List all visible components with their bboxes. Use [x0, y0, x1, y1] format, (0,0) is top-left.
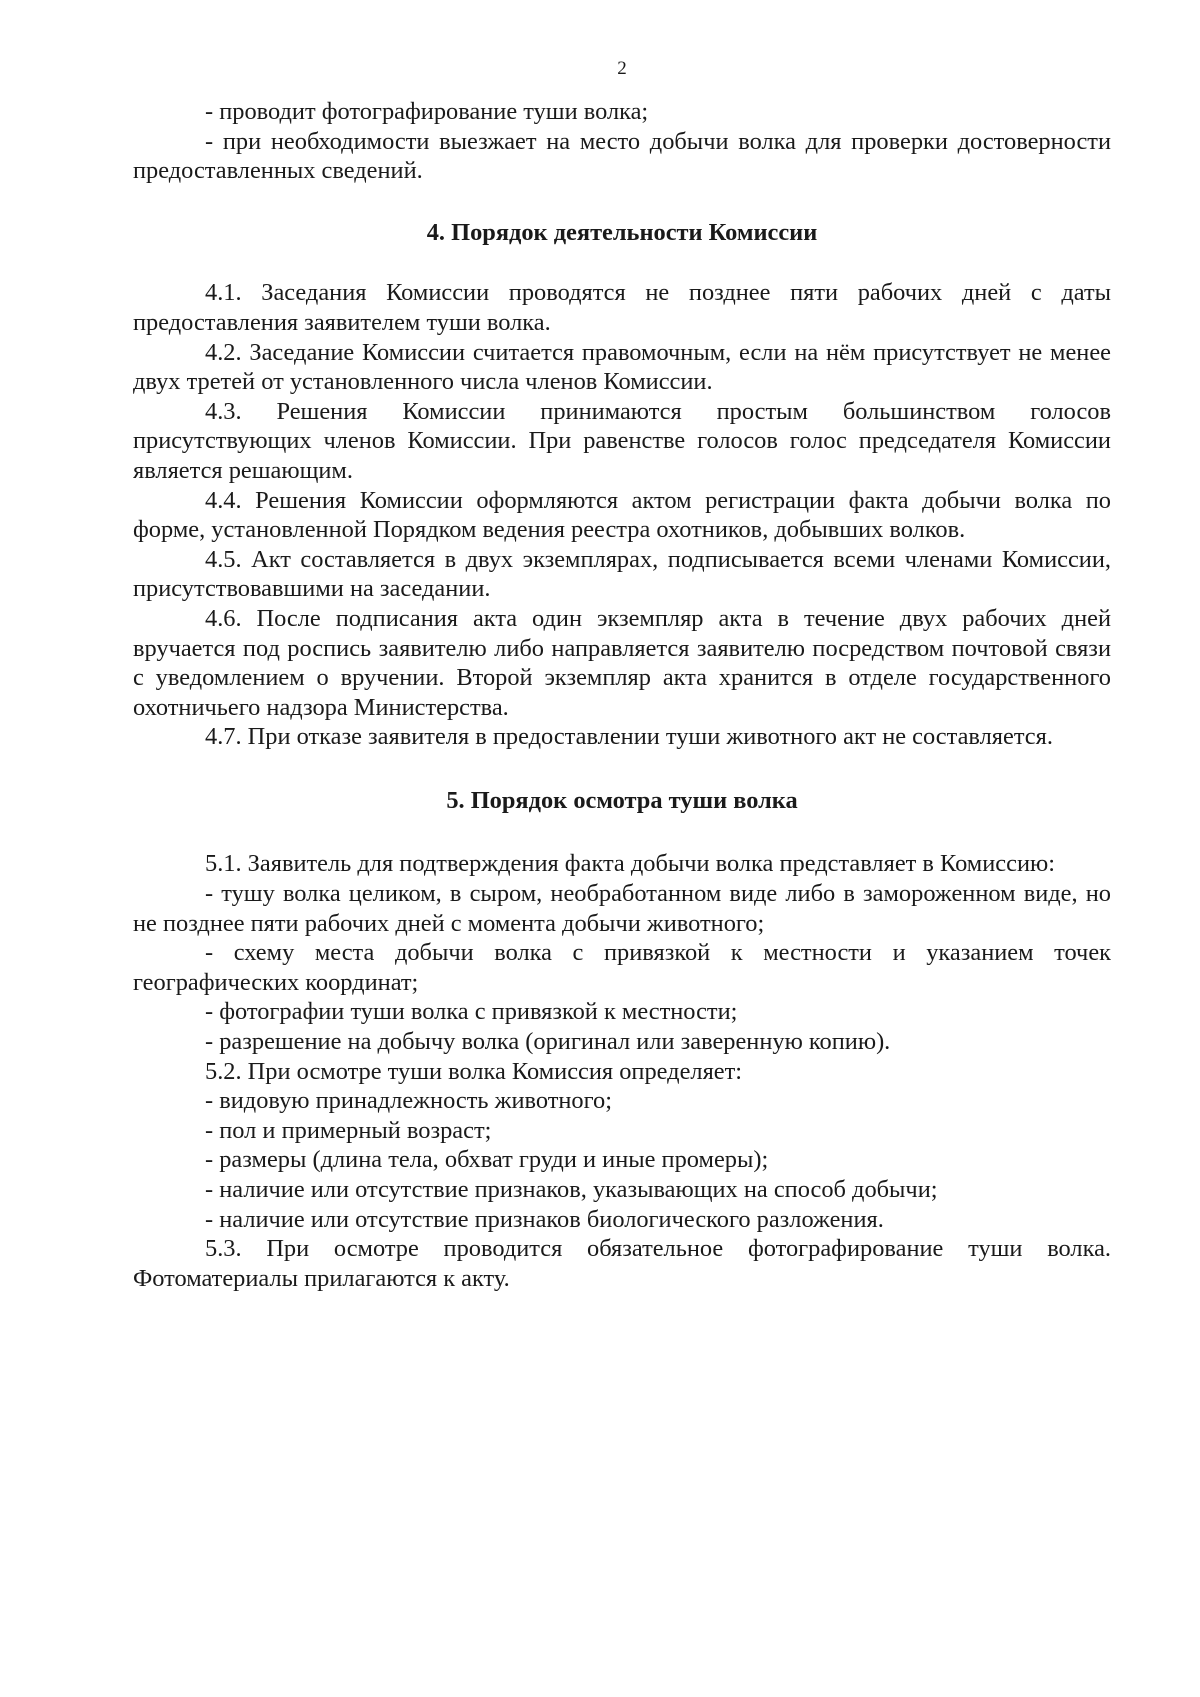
clause-4-3: 4.3. Решения Комиссии принимаются простым большинством голосов присутствующих членов Комиссии. При равенстве голосов голос председателя Комиссии является решающим. [133, 397, 1111, 484]
list-item: - наличие или отсутствие признаков биологического разложения. [205, 1205, 884, 1233]
list-item: - размеры (длина тела, обхват груди и иные промеры); [205, 1146, 769, 1174]
clause-5-2: 5.2. При осмотре туши волка Комиссия определяет: [205, 1057, 743, 1085]
list-item: - разрешение на добычу волка (оригинал или заверенную копию). [205, 1028, 891, 1056]
intro-item: - при необходимости выезжает на место добычи волка для проверки достоверности предоставленных сведений. [133, 127, 1111, 185]
list-item: - видовую принадлежность животного; [205, 1087, 612, 1115]
intro-item: - проводит фотографирование туши волка; [205, 98, 649, 125]
clause-4-7: 4.7. При отказе заявителя в предоставлении туши животного акт не составляется. [205, 723, 1053, 751]
intro-list [133, 97, 1111, 186]
section-4-body [133, 278, 1111, 752]
list-item: - пол и примерный возраст; [205, 1116, 492, 1144]
clause-4-1: 4.1. Заседания Комиссии проводятся не позднее пяти рабочих дней с даты предоставления заявителем туши волка. [133, 279, 1111, 336]
page-number: 2 [617, 58, 627, 79]
section-5-heading: 5. Порядок осмотра туши волка [446, 786, 798, 814]
list-item: - тушу волка целиком, в сыром, необработанном виде либо в замороженном виде, но не позднее пяти рабочих дней с момента добычи животного; [133, 880, 1111, 937]
clause-4-6: 4.6. После подписания акта один экземпляр акта в течение двух рабочих дней вручается под роспись заявителю либо направляется заявителю посредством почтовой связи с уведомлением о вручении. Второй экземпляр акта хранится в отделе государственного охотничьего надзора Министерства. [133, 604, 1111, 721]
section-4-heading: 4. Порядок деятельности Комиссии [426, 218, 818, 246]
section-5-body [133, 849, 1111, 1293]
document-page [133, 58, 1111, 1293]
clause-4-2: 4.2. Заседание Комиссии считается правомочным, если на нём присутствует не менее двух третей от установленного числа членов Комиссии. [133, 338, 1111, 396]
clause-4-5: 4.5. Акт составляется в двух экземплярах, подписывается всеми членами Комиссии, присутствовавшими на заседании. [133, 545, 1111, 603]
clause-4-4: 4.4. Решения Комиссии оформляются актом регистрации факта добычи волка по форме, установленной Порядком ведения реестра охотников, добывших волков. [133, 486, 1111, 544]
list-item: - наличие или отсутствие признаков, указывающих на способ добычи; [205, 1176, 938, 1203]
clause-5-1: 5.1. Заявитель для подтверждения факта добычи волка представляет в Комиссию: [205, 850, 1055, 878]
list-item: - схему места добычи волка с привязкой к местности и указанием точек географических координат; [133, 939, 1111, 996]
list-item: - фотографии туши волка с привязкой к местности; [205, 998, 738, 1026]
clause-5-3: 5.3. При осмотре проводится обязательное фотографирование туши волка. Фотоматериалы прилагаются к акту. [133, 1235, 1111, 1292]
